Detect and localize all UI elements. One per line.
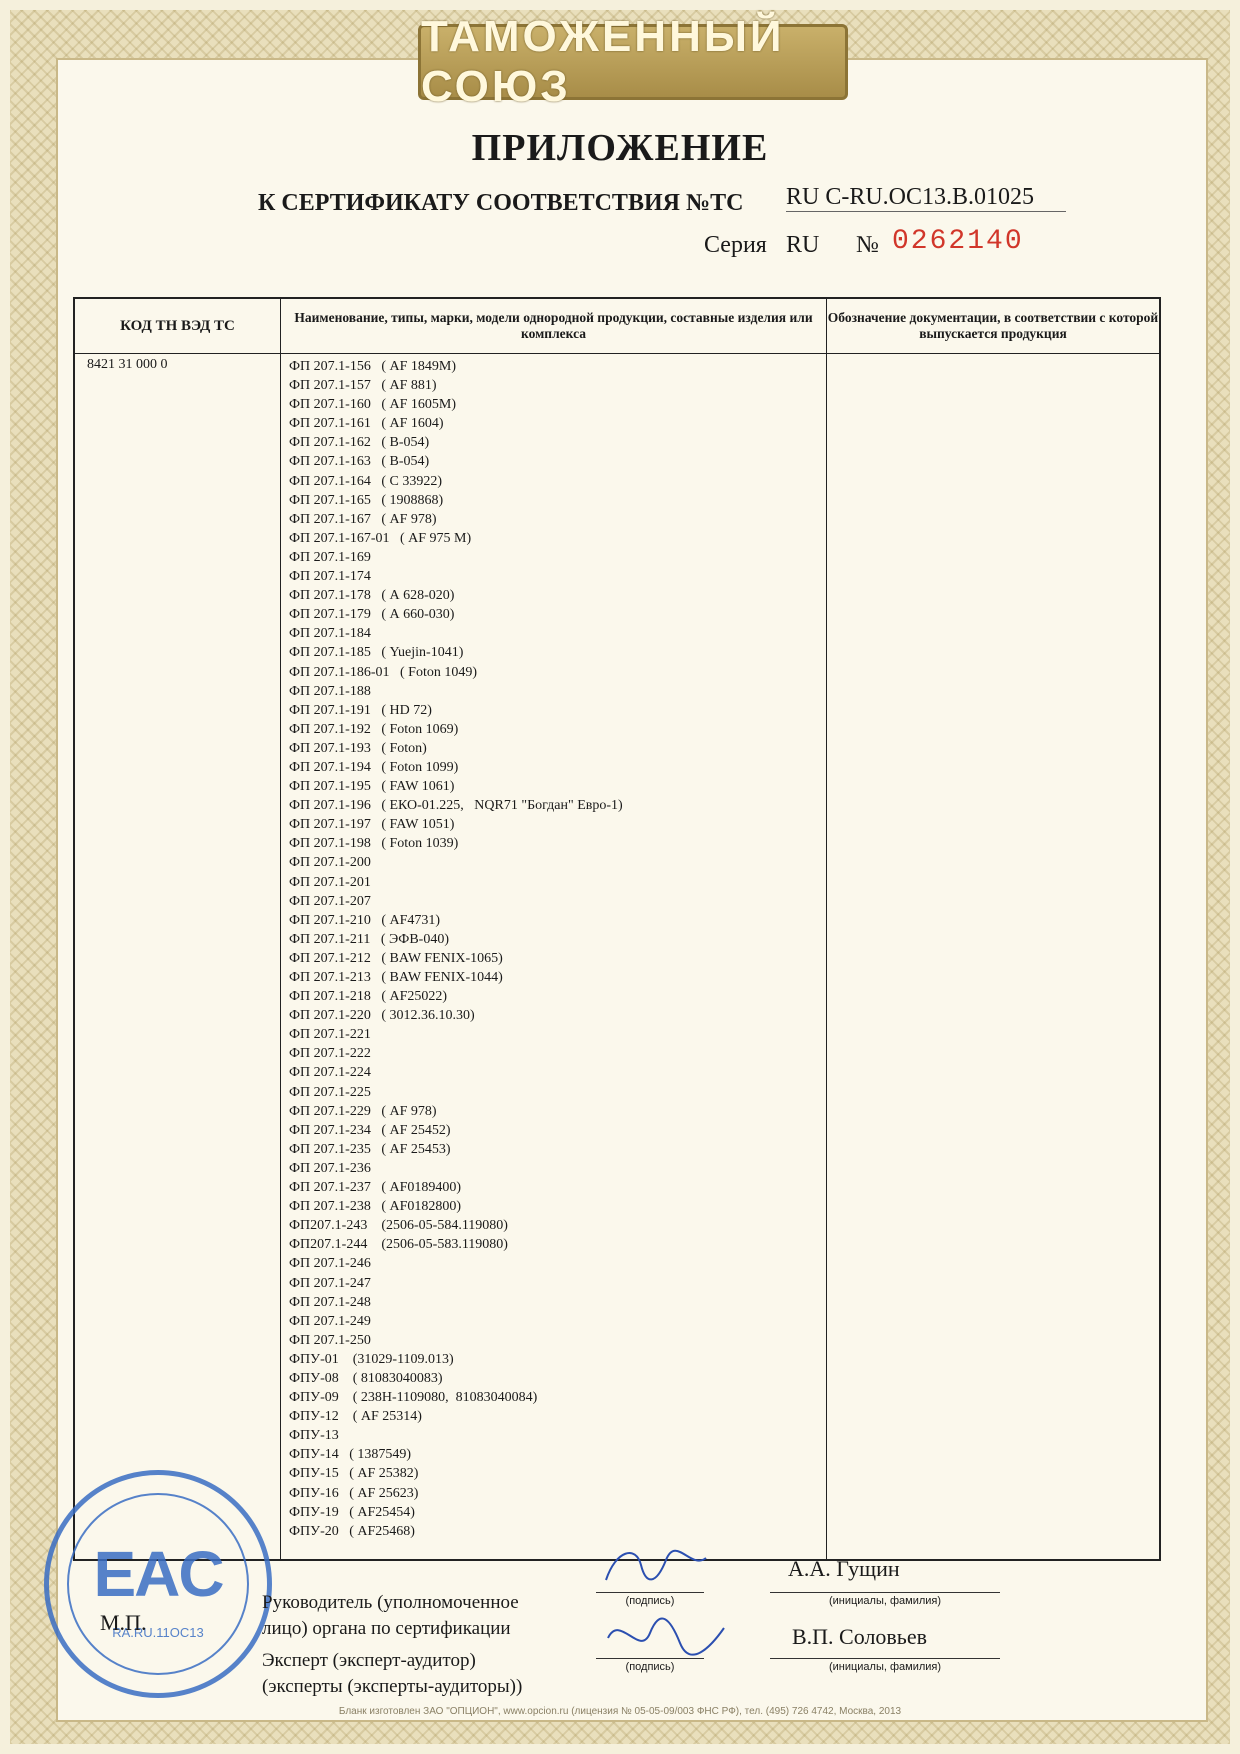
- certificate-subtitle: К СЕРТИФИКАТУ СООТВЕТСТВИЯ №ТС: [258, 190, 744, 216]
- expert-name: В.П. Соловьев: [792, 1624, 927, 1649]
- series-label: Серия: [704, 232, 767, 258]
- product-row: ФПУ-13: [289, 1428, 339, 1444]
- expert-signature: [600, 1608, 730, 1664]
- product-row: ФП 207.1-188: [289, 683, 371, 699]
- product-row: ФПУ-19 ( AF25454): [289, 1504, 415, 1520]
- product-row: ФП 207.1-237 ( AF0189400): [289, 1180, 462, 1196]
- product-row: ФП 207.1-161 ( AF 1604): [289, 416, 444, 432]
- product-row: ФП 207.1-225: [289, 1084, 371, 1100]
- product-row: ФП 207.1-221: [289, 1027, 371, 1043]
- product-row: ФПУ-14 ( 1387549): [289, 1447, 412, 1463]
- product-row: ФП 207.1-174: [289, 569, 371, 585]
- product-row: ФП 207.1-191 ( HD 72): [289, 702, 432, 718]
- product-row: ФП 207.1-234 ( AF 25452): [289, 1122, 451, 1138]
- product-row: ФП 207.1-198 ( Foton 1039): [289, 836, 459, 852]
- product-row: ФП 207.1-248: [289, 1294, 371, 1310]
- product-row: ФПУ-01 (31029-1109.013): [289, 1351, 454, 1367]
- eac-logo: EAC: [93, 1538, 223, 1610]
- product-row: ФП 207.1-249: [289, 1313, 371, 1329]
- product-row: ФП 207.1-210 ( AF4731): [289, 912, 441, 928]
- product-row: ФП 207.1-185 ( Yuejin-1041): [289, 645, 464, 661]
- header-products: Наименование, типы, марки, модели однородной продукции, составные изделия или комплекса: [294, 310, 813, 341]
- expert-name-caption: (инициалы, фамилия): [828, 1661, 942, 1673]
- product-row: ФП 207.1-235 ( AF 25453): [289, 1141, 451, 1157]
- product-row: ФП 207.1-200: [289, 855, 371, 871]
- product-row: ФП 207.1-162 ( В-054): [289, 435, 430, 451]
- products-table: [73, 297, 1161, 1561]
- product-row: ФП 207.1-201: [289, 874, 371, 890]
- product-row: ФП 207.1-179 ( А 660-030): [289, 607, 455, 623]
- product-row: ФП 207.1-213 ( BAW FENIX-1044): [289, 970, 503, 985]
- product-row: ФП 207.1-220 ( 3012.36.10.30): [289, 1008, 475, 1024]
- product-row: ФП 207.1-165 ( 1908868): [289, 492, 444, 508]
- head-name-caption: (инициалы, фамилия): [828, 1595, 942, 1607]
- expert-label-line-2: (эксперты (эксперты-аудиторы)): [262, 1676, 523, 1697]
- expert-sign-caption: (подпись): [625, 1661, 675, 1673]
- product-row: ФП 207.1-169: [289, 549, 371, 565]
- expert-label-line-1: Эксперт (эксперт-аудитор): [262, 1650, 476, 1671]
- head-signature: [596, 1540, 716, 1596]
- product-row: ФП 207.1-212 ( BAW FENIX-1065): [289, 950, 503, 966]
- product-row: ФП 207.1-224: [289, 1065, 371, 1081]
- product-row: ФП207.1-244 (2506-05-583.119080): [289, 1237, 508, 1253]
- certification-stamp: [44, 1470, 272, 1698]
- product-row: ФП 207.1-211 ( ЭФВ-040): [289, 931, 450, 947]
- product-row: ФП 207.1-167-01 ( AF 975 M): [289, 530, 472, 546]
- product-row: ФП 207.1-247: [289, 1275, 371, 1291]
- head-label-line-1: Руководитель (уполномоченное: [262, 1592, 519, 1613]
- product-row: ФП 207.1-250: [289, 1332, 371, 1348]
- product-row: ФПУ-12 ( AF 25314): [289, 1409, 422, 1425]
- product-row: ФПУ-09 ( 238Н-1109080, 81083040084): [289, 1390, 538, 1406]
- product-row: ФП 207.1-160 ( AF 1605M): [289, 397, 457, 413]
- product-row: ФП 207.1-207: [289, 893, 371, 909]
- product-row: ФП 207.1-157 ( AF 881): [289, 378, 437, 394]
- header-code: КОД ТН ВЭД ТС: [120, 318, 235, 334]
- expert-sign-line: [596, 1658, 704, 1659]
- product-row: ФП 207.1-186-01 ( Foton 1049): [289, 664, 477, 680]
- form-number: 0262140: [892, 226, 1024, 257]
- product-row: ФПУ-20 ( AF25468): [289, 1523, 415, 1539]
- product-row: ФП 207.1-238 ( AF0182800): [289, 1199, 462, 1215]
- tn-ved-code: 8421 31 000 0: [87, 357, 168, 372]
- product-row: ФП207.1-243 (2506-05-584.119080): [289, 1218, 508, 1234]
- number-label: №: [856, 232, 879, 258]
- product-row: ФП 207.1-196 ( ЕКО-01.225, NQR71 "Богдан" Евро-1): [289, 798, 623, 814]
- header-divider: [75, 353, 1159, 354]
- product-row: ФП 207.1-229 ( AF 978): [289, 1103, 437, 1119]
- column-divider: [826, 299, 827, 1559]
- column-divider: [280, 299, 281, 1559]
- product-row: ФП 207.1-197 ( FAW 1051): [289, 817, 455, 833]
- expert-label: [262, 1648, 522, 1700]
- head-label-line-2: лицо) органа по сертификации: [262, 1618, 511, 1639]
- series-value: RU: [786, 232, 820, 258]
- product-row: ФП 207.1-184: [289, 626, 371, 642]
- product-row: ФП 207.1-156 ( AF 1849M): [289, 359, 457, 374]
- product-row: ФП 207.1-178 ( А 628-020): [289, 588, 455, 604]
- banner-text: ТАМОЖЕННЫЙ СОЮЗ: [421, 12, 785, 111]
- certificate-number: RU C-RU.OC13.B.01025: [786, 184, 1066, 212]
- product-row: ФП 207.1-164 ( С 33922): [289, 473, 442, 489]
- product-row: ФП 207.1-193 ( Foton): [289, 740, 427, 756]
- head-sign-line: [596, 1592, 704, 1593]
- expert-name-line: [770, 1658, 1000, 1659]
- document-title: ПРИЛОЖЕНИЕ: [471, 127, 769, 169]
- product-list: [289, 357, 623, 1541]
- product-row: ФП 207.1-222: [289, 1046, 371, 1062]
- header-documentation: Обозначение документации, в соответствии с которой выпускается продукция: [827, 310, 1159, 341]
- product-row: ФП 207.1-246: [289, 1256, 371, 1272]
- product-row: ФП 207.1-192 ( Foton 1069): [289, 721, 459, 737]
- product-row: ФП 207.1-194 ( Foton 1099): [289, 759, 459, 775]
- form-footer: Бланк изготовлен ЗАО "ОПЦИОН", www.opcion.ru (лицензия № 05-05-09/003 ФНС РФ), тел. (495) 726 4742, Москва, 2013: [338, 1706, 902, 1717]
- product-row: ФП 207.1-195 ( FAW 1061): [289, 779, 455, 795]
- stamp-text: RA.RU.11OC13: [112, 1625, 204, 1640]
- product-row: ФПУ-08 ( 81083040083): [289, 1370, 443, 1386]
- product-row: ФП 207.1-218 ( AF25022): [289, 989, 448, 1005]
- product-row: ФП 207.1-236: [289, 1160, 371, 1176]
- head-sign-caption: (подпись): [625, 1595, 675, 1607]
- head-name-line: [770, 1592, 1000, 1593]
- product-row: ФП 207.1-167 ( AF 978): [289, 511, 437, 527]
- union-banner: [418, 12, 848, 111]
- head-name: А.А. Гущин: [788, 1556, 900, 1581]
- head-label: [262, 1590, 519, 1642]
- product-row: ФПУ-15 ( AF 25382): [289, 1466, 419, 1482]
- product-row: ФПУ-16 ( AF 25623): [289, 1485, 419, 1501]
- product-row: ФП 207.1-163 ( В-054): [289, 454, 430, 470]
- seal-place-label: М.П.: [100, 1610, 147, 1635]
